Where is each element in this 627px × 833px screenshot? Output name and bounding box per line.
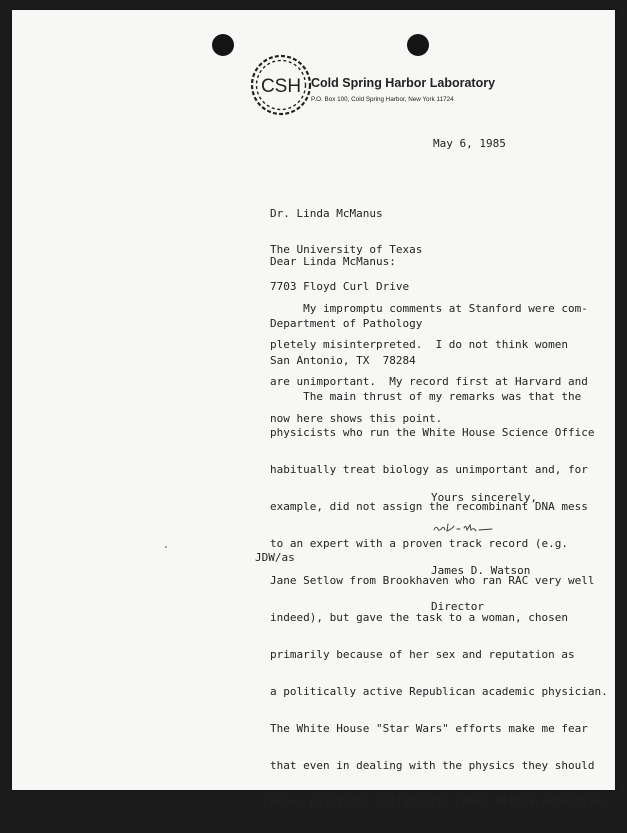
signatory-title: Director — [431, 600, 484, 614]
text-line: indeed), but gave the task to a woman, chosen — [270, 610, 569, 624]
text-line: that even in dealing with the physics they should — [270, 758, 595, 772]
letter-page — [12, 10, 615, 809]
signature-block — [431, 540, 530, 638]
csh-logo — [246, 50, 316, 120]
text-line: a politically active Republican academic physician. — [270, 684, 608, 698]
typist-initials: JDW/as — [255, 551, 295, 564]
signatory-name: James D. Watson — [431, 563, 531, 577]
text-line: The main thrust of my remarks was that the — [270, 389, 582, 403]
text-line: primarily because of her sex and reputation as — [270, 647, 575, 661]
text-line: now here shows this point. — [270, 412, 443, 426]
punch-hole-left — [212, 34, 234, 56]
text-line: example, did not assign the recombinant DNA mess — [270, 500, 588, 514]
text-line: to an expert with a proven track record (e.g. — [270, 537, 569, 551]
logo-text: CSH — [260, 76, 302, 97]
salutation: Dear Linda McManus: — [270, 255, 396, 268]
paper-speck — [165, 546, 167, 548]
text-line: know, political reliability comes before expertise. — [270, 795, 608, 809]
organization-address: P.O. Box 100, Cold Spring Harbor, New York 11724 — [311, 96, 454, 103]
recipient-line: San Antonio, TX 78284 — [270, 354, 416, 368]
handwritten-signature — [430, 516, 510, 538]
closing: Yours sincerely, — [431, 491, 537, 504]
recipient-line: The University of Texas — [270, 243, 423, 257]
text-line: habitually treat biology as unimportant and, for — [270, 463, 588, 477]
text-line: pletely misinterpreted. I do not think women — [270, 338, 569, 352]
text-line: The White House "Star Wars" efforts make me fear — [270, 721, 588, 735]
punch-hole-right — [407, 34, 429, 56]
recipient-line: 7703 Floyd Curl Drive — [270, 280, 410, 294]
text-line: physicists who run the White House Science Office — [270, 426, 595, 440]
text-line: are unimportant. My record first at Harvard and — [270, 375, 588, 389]
organization-name: Cold Spring Harbor Laboratory — [311, 76, 496, 90]
text-line: My impromptu comments at Stanford were com- — [270, 301, 588, 315]
recipient-line: Department of Pathology — [270, 317, 423, 331]
text-line: Jane Setlow from Brookhaven who ran RAC very well — [270, 574, 595, 588]
recipient-line: Dr. Linda McManus — [270, 206, 383, 220]
letter-date: May 6, 1985 — [433, 137, 506, 150]
